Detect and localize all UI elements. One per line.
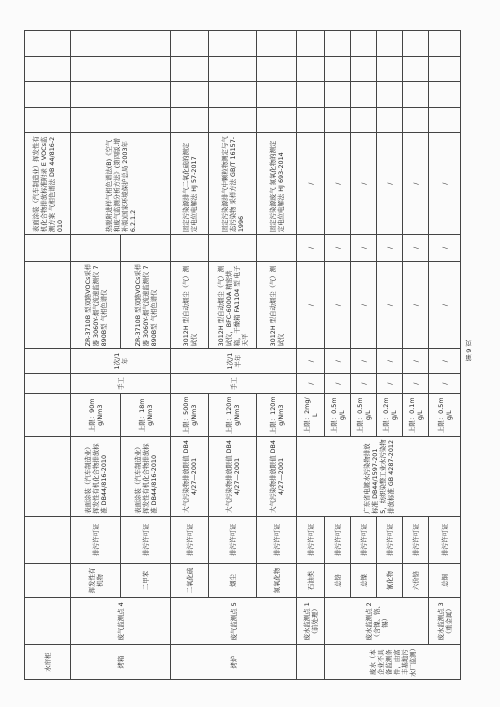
- cell: [25, 394, 71, 437]
- cell-pollutant: 总铬: [325, 563, 351, 598]
- cell-limit: 上限：18mg/Nm3: [121, 394, 171, 437]
- cell-instrument: 3012H 型自动烟尘（气）测试仪: [257, 261, 297, 349]
- cell-basis: 排污许可证: [209, 516, 257, 563]
- cell-limit: 上限：500mg/Nm3: [171, 394, 209, 437]
- cell: [25, 563, 71, 598]
- cell-equipment: 水帘柜: [25, 645, 71, 680]
- cell: [25, 261, 71, 349]
- cell-standard: 表面涂装（汽车制造业）挥发性有机化合物排放标准 DB44/816-2010: [121, 437, 171, 517]
- cell-monitoring-point: 废水监测点 3（重金属）: [429, 598, 461, 645]
- cell-monitoring-point: 废水监测点 2（含镍、铬、锡）: [325, 598, 429, 645]
- cell: /: [325, 235, 351, 262]
- cell: /: [403, 235, 429, 262]
- cell-frequency: /: [429, 349, 461, 373]
- cell-empty: [297, 107, 325, 133]
- cell-method: /: [297, 133, 325, 235]
- cell: /: [429, 235, 461, 262]
- cell-basis: 排污许可证: [377, 516, 403, 563]
- cell-limit: 上限：0.2mg/L: [377, 394, 403, 437]
- cell: [25, 349, 71, 373]
- cell-empty: [209, 235, 257, 262]
- cell-empty: [171, 56, 209, 82]
- cell-instrument: /: [351, 261, 377, 349]
- cell-empty: [403, 107, 429, 133]
- cell-basis: 排污许可证: [403, 516, 429, 563]
- cell: [25, 516, 71, 563]
- cell-instrument: 3012H 型自动烟尘（气）测试仪，BFC-6000A 精密烘箱，干燥箱 FA1104 型 电子天平: [209, 261, 257, 349]
- cell-basis: 排污许可证: [429, 516, 461, 563]
- cell-empty: [257, 31, 297, 57]
- cell-pollutant: 总镍: [351, 563, 377, 598]
- table-row: [297, 31, 325, 680]
- cell-empty: [403, 82, 429, 108]
- cell-monitoring-point: 废水监测点 1（前处理）: [297, 598, 325, 645]
- cell-frequency: 1次/1半年: [171, 349, 297, 373]
- cell-mode: 手工: [171, 373, 297, 393]
- cell-empty: [71, 56, 171, 82]
- cell-empty: [351, 107, 377, 133]
- cell-monitoring-point: 废气监测点 5: [171, 598, 297, 645]
- page-number: 第 9 页: [465, 340, 473, 362]
- cell-empty: [209, 56, 257, 82]
- cell-standard: 大气污染物排放限值 DB44/27—2001: [257, 437, 297, 517]
- cell-limit: 上限：2mg/L: [297, 394, 325, 437]
- cell-limit: 上限：0.5mg/L: [429, 394, 461, 437]
- cell-basis: 排污许可证: [171, 516, 209, 563]
- cell-empty: [257, 235, 297, 262]
- cell-method: /: [377, 133, 403, 235]
- cell-empty: [297, 82, 325, 108]
- cell-instrument: /: [377, 261, 403, 349]
- cell-method: 固定污染源排气中颗粒物测定与气态污染物 采样方法 GB/T 16157-1996: [209, 133, 257, 235]
- cell-empty: [209, 107, 257, 133]
- cell-empty: [325, 31, 351, 57]
- cell-limit: 上限：120mg/Nm3: [257, 394, 297, 437]
- cell-method: /: [325, 133, 351, 235]
- cell-frequency: /: [403, 349, 429, 373]
- table-row: [403, 31, 429, 680]
- cell: [25, 235, 71, 262]
- table-row: [351, 31, 377, 680]
- cell-standard: 大气污染物排放限值 DB44/27—2001: [171, 437, 209, 517]
- cell-frequency: 1次/1年: [71, 349, 171, 373]
- cell-empty: [377, 82, 403, 108]
- cell-empty: [257, 56, 297, 82]
- cell: [25, 373, 71, 393]
- cell-empty: [209, 82, 257, 108]
- cell: [25, 437, 71, 517]
- cell-instrument: /: [297, 261, 325, 349]
- cell-method: 固定污染源废气 氮氧化物的测定 定电位电解法 HJ 693-2014: [257, 133, 297, 235]
- cell-mode: /: [403, 373, 429, 393]
- table-row: [25, 31, 71, 680]
- cell-monitoring-point: 废气监测点 4: [71, 598, 171, 645]
- cell-method: 表面涂装（汽车制造业）挥发性有机化合物排放标准附录 E VOCs监测方案 气相色谱法 DB 44/816-2010: [25, 133, 71, 235]
- cell-instrument: ZR-3710B 型双路VOCs采样器 3060Y-烟气流速监测仪 7890B型 气相色谱仪: [121, 261, 171, 349]
- cell-basis: 排污许可证: [325, 516, 351, 563]
- cell-standard: 广东省电镀水污染物排放标准 DB44/1597-2015，纺织染整工业水污染物排放标准 GB 4287-2012: [297, 437, 461, 517]
- cell-mode: /: [325, 373, 351, 393]
- cell-empty: [297, 56, 325, 82]
- cell-pollutant: 六价铬: [403, 563, 429, 598]
- cell-empty: [25, 82, 71, 108]
- cell-method: /: [403, 133, 429, 235]
- cell-empty: [325, 107, 351, 133]
- cell-frequency: /: [297, 349, 325, 373]
- cell-basis: 排污许可证: [121, 516, 171, 563]
- table-row: [71, 31, 121, 680]
- cell-empty: [71, 107, 171, 133]
- cell: /: [297, 235, 325, 262]
- cell: [25, 598, 71, 645]
- cell-instrument: 3012H 型自动烟尘（气）测试仪: [171, 261, 209, 349]
- cell-empty: [71, 82, 171, 108]
- cell-empty: [71, 31, 171, 57]
- cell-empty: [429, 31, 461, 57]
- cell-empty: [209, 31, 257, 57]
- cell-pollutant: 总铜: [429, 563, 461, 598]
- cell-instrument: /: [429, 261, 461, 349]
- table-row: [377, 31, 403, 680]
- table-row: [429, 31, 461, 680]
- cell-empty: [25, 107, 71, 133]
- cell-pollutant: 氰化物: [377, 563, 403, 598]
- cell-empty: [429, 107, 461, 133]
- table-row: [325, 31, 351, 680]
- cell-method: 固定污染源排气二氧化硫的测定 定电位电解法 HJ 57-2017: [171, 133, 209, 235]
- cell-limit: 上限：0.1mg/L: [403, 394, 429, 437]
- cell-empty: [297, 31, 325, 57]
- cell-empty: [257, 82, 297, 108]
- cell-empty: [71, 235, 121, 262]
- cell-frequency: /: [377, 349, 403, 373]
- cell-frequency: /: [325, 349, 351, 373]
- cell-empty: [171, 82, 209, 108]
- cell: /: [351, 235, 377, 262]
- cell-empty: [25, 56, 71, 82]
- cell-empty: [325, 82, 351, 108]
- table-row: [171, 31, 209, 680]
- cell-empty: [25, 31, 71, 57]
- cell-mode: /: [297, 373, 325, 393]
- cell-empty: [403, 31, 429, 57]
- cell-empty: [171, 235, 209, 262]
- cell-empty: [429, 82, 461, 108]
- cell-equipment: [297, 645, 325, 680]
- cell-empty: [351, 31, 377, 57]
- cell-basis: 排污许可证: [257, 516, 297, 563]
- cell-empty: [403, 56, 429, 82]
- cell-equipment: 烤炉: [171, 645, 297, 680]
- monitoring-table: [24, 30, 461, 680]
- cell-pollutant: 烟尘: [209, 563, 257, 598]
- cell-empty: [351, 82, 377, 108]
- cell-mode: /: [351, 373, 377, 393]
- cell-method: /: [351, 133, 377, 235]
- cell-instrument: /: [403, 261, 429, 349]
- cell-pollutant: 石油类: [297, 563, 325, 598]
- cell-pollutant: 挥发性有机物: [71, 563, 121, 598]
- cell-limit: 上限：90mg/Nm3: [71, 394, 121, 437]
- cell-empty: [325, 56, 351, 82]
- cell-empty: [351, 56, 377, 82]
- cell-empty: [171, 107, 209, 133]
- cell-equipment: 烤箱: [71, 645, 171, 680]
- cell-instrument: /: [325, 261, 351, 349]
- cell-limit: 上限：0.5mg/L: [325, 394, 351, 437]
- cell-empty: [377, 31, 403, 57]
- cell-empty: [377, 107, 403, 133]
- cell-limit: 上限：120mg/Nm3: [209, 394, 257, 437]
- cell-method: 热脱附进样气相色谱法(B)《空气和废气监测分析方法》(第四版.增补版)国家环境保护总局 2003年 6.2.1.2: [71, 133, 171, 235]
- cell-empty: [257, 107, 297, 133]
- cell-empty: [377, 56, 403, 82]
- cell-basis: 排污许可证: [351, 516, 377, 563]
- cell-pollutant: 二氧化硫: [171, 563, 209, 598]
- cell-standard: 表面涂装（汽车制造业）挥发性有机化合物排放标准 DB44/816-2010: [71, 437, 121, 517]
- cell-mode: 手工: [71, 373, 171, 393]
- cell-standard: 大气污染物排放限值 DB44/27—2001: [209, 437, 257, 517]
- rotated-table-container: [24, 30, 464, 680]
- cell-empty: [121, 235, 171, 262]
- cell-empty: [429, 56, 461, 82]
- cell: /: [377, 235, 403, 262]
- cell-limit: 上限：0.5mg/L: [351, 394, 377, 437]
- cell-category: 废水（本企业不具备监测条件，由富丰基地污水厂监测）: [325, 645, 461, 680]
- cell-mode: /: [429, 373, 461, 393]
- cell-basis: 排污许可证: [297, 516, 325, 563]
- cell-instrument: ZR-3710B 型双路VOCs采样器 3060Y-烟气流速监测仪 7890B型 气相色谱仪: [71, 261, 121, 349]
- cell-frequency: /: [351, 349, 377, 373]
- cell-basis: 排污许可证: [71, 516, 121, 563]
- cell-empty: [171, 31, 209, 57]
- cell-pollutant: 二甲苯: [121, 563, 171, 598]
- cell-pollutant: 氮氧化物: [257, 563, 297, 598]
- cell-mode: /: [377, 373, 403, 393]
- cell-method: /: [429, 133, 461, 235]
